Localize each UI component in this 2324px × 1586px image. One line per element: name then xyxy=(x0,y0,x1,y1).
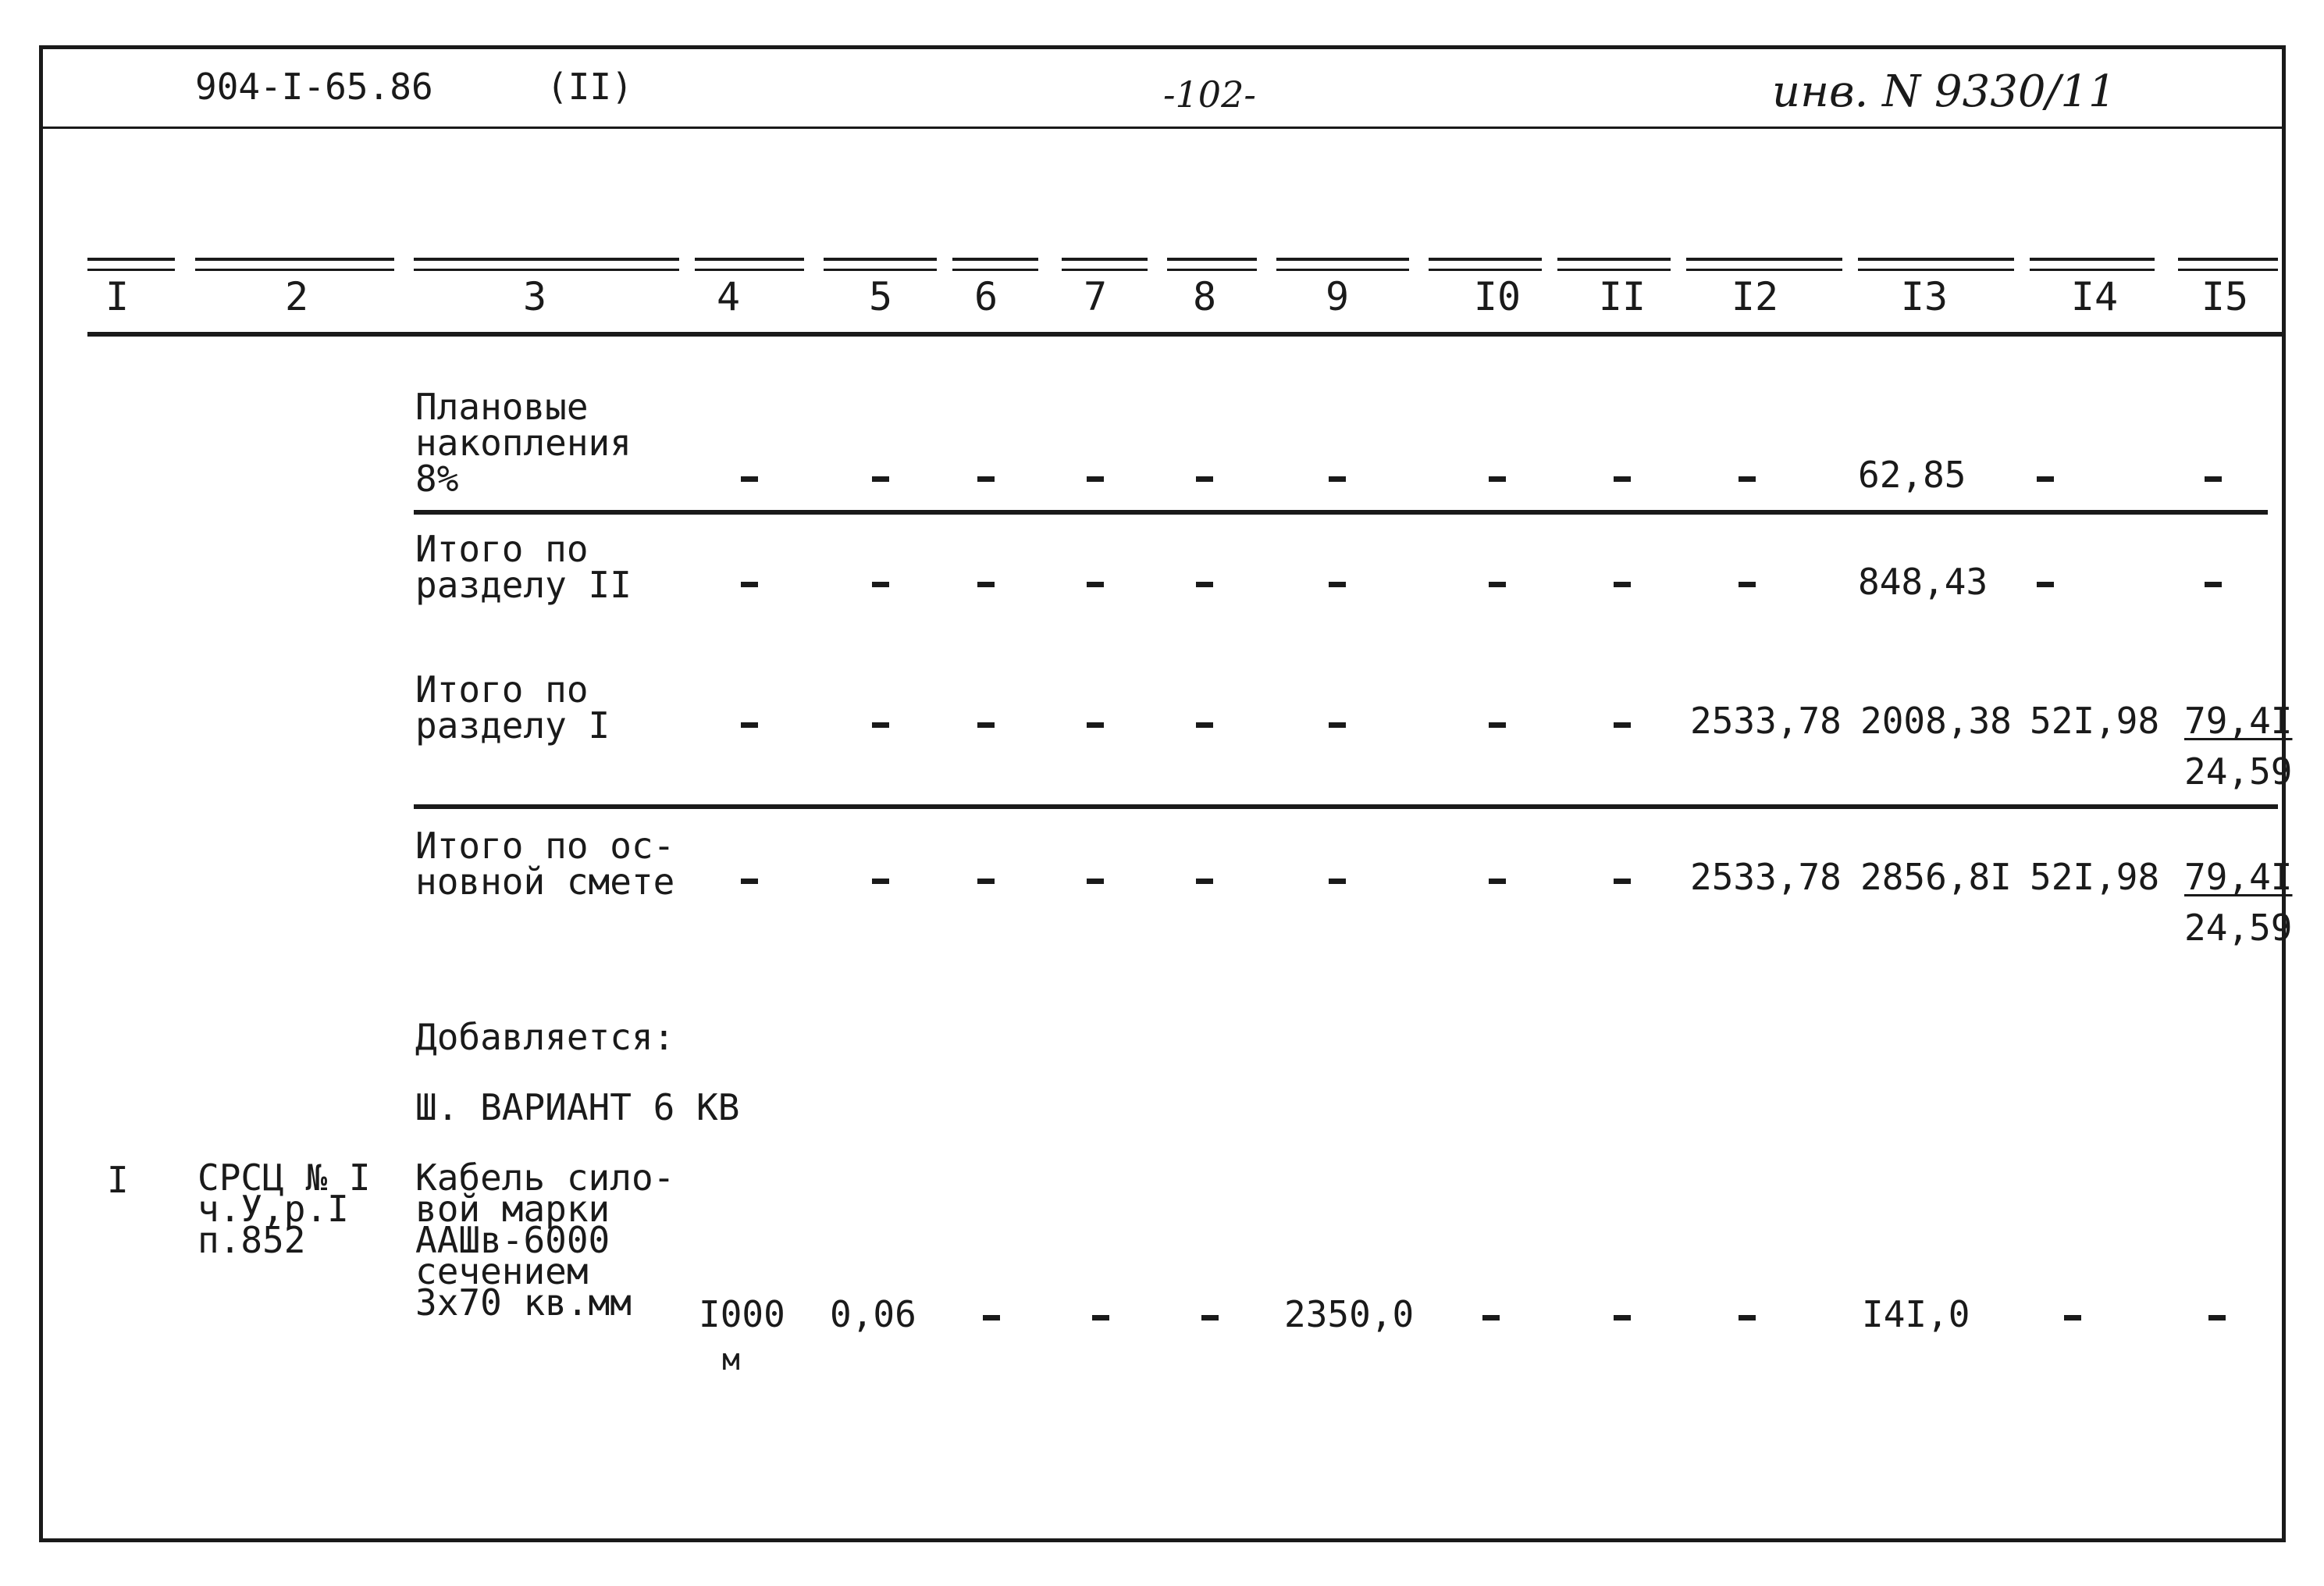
dash xyxy=(1087,722,1104,728)
dash xyxy=(1196,582,1213,587)
col-rule xyxy=(87,258,175,271)
row-total-main-col15-top: 79,4I xyxy=(2184,856,2293,898)
col-rule xyxy=(2030,258,2155,271)
dash xyxy=(1489,722,1506,728)
dash xyxy=(1614,879,1631,884)
dash xyxy=(1196,476,1213,482)
col-rule xyxy=(1858,258,2014,271)
dash xyxy=(1329,722,1346,728)
row-total-s1-label: Итого по разделу I xyxy=(415,668,610,747)
cable-row-number: I xyxy=(107,1159,129,1201)
dash xyxy=(977,722,995,728)
row-total-main-col14: 52I,98 xyxy=(2030,856,2160,898)
row-total-s1-col12: 2533,78 xyxy=(1690,700,1842,742)
dash xyxy=(741,879,758,884)
cable-quantity: I000 xyxy=(699,1293,785,1335)
dash xyxy=(1489,582,1506,587)
dash xyxy=(1739,476,1756,482)
row-total-main-col13: 2856,8I xyxy=(1860,856,2012,898)
row-planned-col13: 62,85 xyxy=(1858,454,1966,496)
dash xyxy=(2208,1315,2226,1320)
dash xyxy=(1614,476,1631,482)
dash xyxy=(1329,476,1346,482)
col-rule xyxy=(414,258,679,271)
row-total-s2-label: Итого по разделу II xyxy=(415,528,632,606)
col-number: 6 xyxy=(973,274,998,319)
dash xyxy=(1087,582,1104,587)
row-planned-label: Плановые накопления 8% xyxy=(415,386,632,500)
col-number: 5 xyxy=(868,274,893,319)
col-rule xyxy=(1686,258,1842,271)
dash xyxy=(2037,476,2054,482)
row-total-main-col15-bottom: 24,59 xyxy=(2184,907,2293,949)
col-number: I xyxy=(105,274,130,319)
row-total-s2-col13: 848,43 xyxy=(1858,561,1988,603)
col-number: I3 xyxy=(1900,274,1949,319)
col-number: II xyxy=(1598,274,1646,319)
dash xyxy=(1739,582,1756,587)
col-rule xyxy=(1557,258,1671,271)
col-rule xyxy=(1062,258,1148,271)
row-rule xyxy=(414,804,2278,809)
col-rule xyxy=(695,258,804,271)
dash xyxy=(977,879,995,884)
col-rule xyxy=(824,258,937,271)
dash xyxy=(872,582,889,587)
dash xyxy=(1092,1315,1109,1320)
cable-col13: I4I,0 xyxy=(1862,1293,1970,1335)
dash xyxy=(741,476,758,482)
col-number: 2 xyxy=(284,274,309,319)
dash xyxy=(977,582,995,587)
dash xyxy=(872,476,889,482)
row-total-s1-col15-top: 79,4I xyxy=(2184,700,2293,742)
dash xyxy=(1614,722,1631,728)
dash xyxy=(1196,722,1213,728)
col-rule xyxy=(952,258,1038,271)
col-rule xyxy=(1429,258,1542,271)
dash xyxy=(872,879,889,884)
dash xyxy=(1614,1315,1631,1320)
row-total-main-label: Итого по ос- новной смете xyxy=(415,825,675,903)
dash xyxy=(1482,1315,1500,1320)
inventory-number: инв. N 9330/11 xyxy=(1772,66,2116,117)
col-number: 7 xyxy=(1083,274,1108,319)
dash xyxy=(1201,1315,1219,1320)
col-number: I5 xyxy=(2201,274,2249,319)
dash xyxy=(872,722,889,728)
doc-part: (II) xyxy=(546,66,633,108)
cable-quantity-unit: м xyxy=(722,1342,740,1377)
dash xyxy=(2205,476,2222,482)
col-number: I2 xyxy=(1731,274,1779,319)
col-number: I0 xyxy=(1473,274,1521,319)
header-divider xyxy=(39,127,2286,129)
col-rule xyxy=(2178,258,2278,271)
added-heading: Добавляется: xyxy=(415,1016,675,1058)
dash xyxy=(977,476,995,482)
row-total-s1-col14: 52I,98 xyxy=(2030,700,2160,742)
dash xyxy=(2037,582,2054,587)
variant-heading: Ш. ВАРИАНТ 6 КВ xyxy=(415,1086,740,1128)
col-rule xyxy=(195,258,394,271)
dash xyxy=(1489,879,1506,884)
dash xyxy=(1087,476,1104,482)
dash xyxy=(1329,879,1346,884)
dash xyxy=(1739,1315,1756,1320)
dash xyxy=(741,582,758,587)
dash xyxy=(1489,476,1506,482)
col-rule xyxy=(1276,258,1409,271)
cable-col9: 2350,0 xyxy=(1284,1293,1415,1335)
col-number: 3 xyxy=(522,274,547,319)
row-total-main-col12: 2533,78 xyxy=(1690,856,1842,898)
cable-col5: 0,06 xyxy=(830,1293,916,1335)
dash xyxy=(741,722,758,728)
doc-code: 904-I-65.86 xyxy=(195,66,433,108)
dash xyxy=(2064,1315,2081,1320)
row-rule xyxy=(414,510,2268,515)
dash xyxy=(1087,879,1104,884)
cable-reference: СРСЦ № I ч.У,р.I п.852 xyxy=(198,1157,371,1261)
header-bottom-rule xyxy=(87,332,2286,337)
dash xyxy=(1329,582,1346,587)
row-total-s1-col15-bottom: 24,59 xyxy=(2184,750,2293,793)
dash xyxy=(1196,879,1213,884)
col-rule xyxy=(1167,258,1257,271)
col-number: 8 xyxy=(1192,274,1217,319)
row-total-s1-col13: 2008,38 xyxy=(1860,700,2012,742)
cable-description: Кабель сило- вой марки ААШв-6000 сечением 3х70 кв.мм xyxy=(415,1157,675,1324)
dash xyxy=(1614,582,1631,587)
col-number: 9 xyxy=(1325,274,1350,319)
col-number: 4 xyxy=(716,274,741,319)
col-number: I4 xyxy=(2070,274,2119,319)
dash xyxy=(983,1315,1000,1320)
page-number: -102- xyxy=(1163,73,1256,116)
dash xyxy=(2205,582,2222,587)
